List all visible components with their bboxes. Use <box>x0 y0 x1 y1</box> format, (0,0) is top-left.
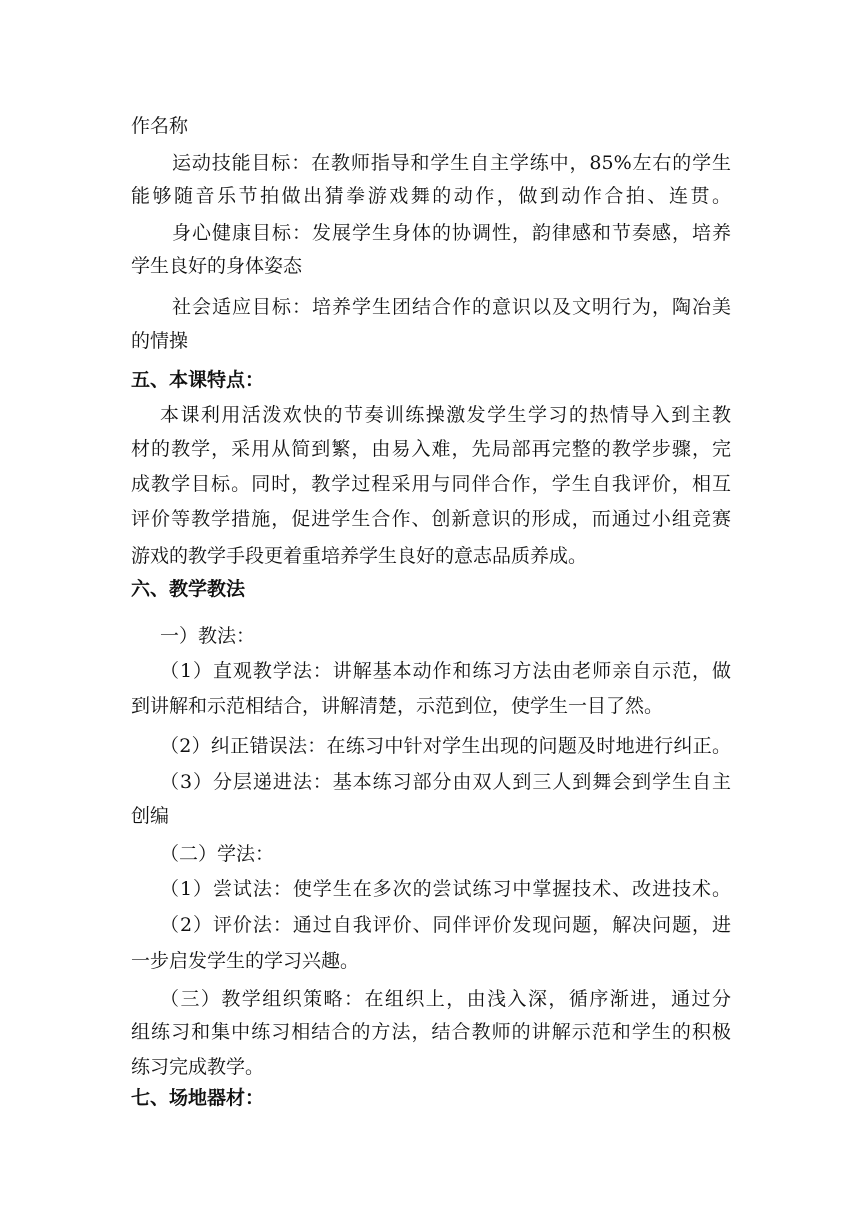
section-heading: 六、教学教法 <box>131 578 246 600</box>
text-line: 组练习和集中练习相结合的方法，结合教师的讲解示范和学生的积极 <box>131 1021 731 1043</box>
text-line: （3）分层递进法：基本练习部分由双人到三人到舞会到学生自主 <box>160 771 731 793</box>
text-line: 能够随音乐节拍做出猜拳游戏舞的动作，做到动作合拍、连贯。 <box>131 185 731 207</box>
text-line: 作名称 <box>131 115 189 137</box>
text-line: 运动技能目标：在教师指导和学生自主学练中，85%左右的学生 <box>172 152 731 174</box>
text-line: 一）教法： <box>160 625 256 647</box>
text-line: （三）教学组织策略：在组织上，由浅入深，循序渐进，通过分 <box>160 988 731 1010</box>
text-line: 本课利用活泼欢快的节奏训练操激发学生学习的热情导入到主教 <box>160 404 731 426</box>
text-line: 到讲解和示范相结合，讲解清楚，示范到位，使学生一目了然。 <box>131 695 664 717</box>
text-line: 材的教学，采用从简到繁，由易入难，先局部再完整的教学步骤，完 <box>131 438 731 460</box>
section-heading: 七、场地器材： <box>131 1087 265 1109</box>
text-line: 身心健康目标：发展学生身体的协调性，韵律感和节奏感，培养 <box>172 222 731 244</box>
text-line: （1）直观教学法：讲解基本动作和练习方法由老师亲自示范，做 <box>160 660 731 682</box>
text-line: （二）学法： <box>160 843 275 865</box>
text-line: （1）尝试法：使学生在多次的尝试练习中掌握技术、改进技术。 <box>160 878 731 900</box>
text-line: 成教学目标。同时，教学过程采用与同伴合作，学生自我评价，相互 <box>131 473 731 495</box>
text-line: 练习完成教学。 <box>131 1056 265 1078</box>
text-line: （2）纠正错误法：在练习中针对学生出现的问题及时地进行纠正。 <box>160 735 731 757</box>
text-line: 社会适应目标：培养学生团结合作的意识以及文明行为，陶冶美 <box>172 296 731 318</box>
text-line: （2）评价法：通过自我评价、同伴评价发现问题，解决问题，进 <box>160 914 731 936</box>
text-line: 创编 <box>131 805 170 827</box>
text-line: 学生良好的身体姿态 <box>131 255 303 277</box>
text-line: 一步启发学生的学习兴趣。 <box>131 950 360 972</box>
section-heading: 五、本课特点： <box>131 369 265 391</box>
text-line: 的情操 <box>131 330 189 352</box>
text-line: 游戏的教学手段更着重培养学生良好的意志品质养成。 <box>131 545 588 567</box>
text-line: 评价等教学措施，促进学生合作、创新意识的形成，而通过小组竞赛 <box>131 508 731 530</box>
